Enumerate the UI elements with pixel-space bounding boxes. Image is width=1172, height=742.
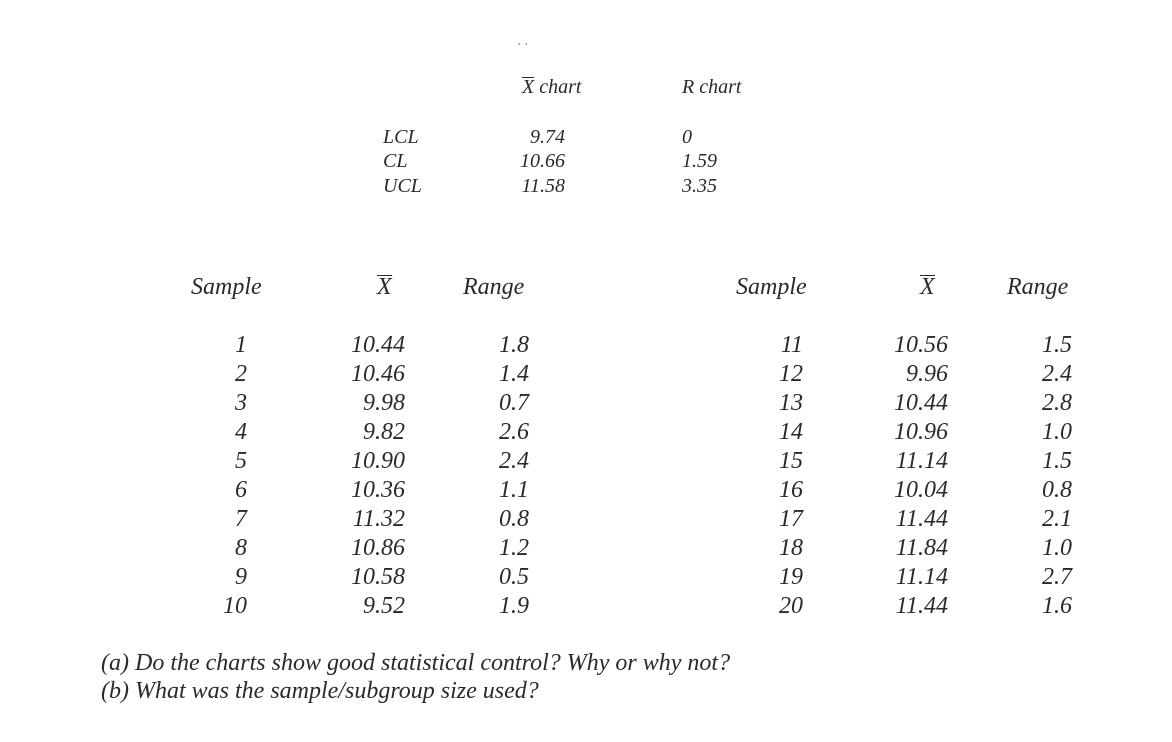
xbar-value-cell: 11.84: [895, 535, 948, 561]
range-value-cell: 1.0: [1042, 419, 1072, 445]
sample-number-cell: 4: [235, 419, 247, 445]
range-value-cell: 2.4: [1042, 361, 1072, 387]
xbar-ucl-value: 11.58: [521, 175, 565, 197]
xbar-value-cell: 10.90: [351, 448, 405, 474]
xbar-value-cell: 11.14: [895, 448, 948, 474]
sample-number-cell: 13: [779, 390, 803, 416]
xbar-value-cell: 10.96: [894, 419, 948, 445]
sample-number-cell: 20: [779, 593, 803, 619]
xbar-value-cell: 10.58: [351, 564, 405, 590]
xbar-value-cell: 11.32: [352, 506, 405, 532]
xbar-overline-symbol: X: [522, 76, 535, 98]
header-range-right: Range: [1007, 274, 1069, 300]
xbar-value-cell: 9.52: [363, 593, 405, 619]
xbar-value-cell: 10.04: [894, 477, 948, 503]
r-ucl-value: 3.35: [682, 175, 717, 197]
range-value-cell: 1.4: [499, 361, 529, 387]
r-chart-header: R chart: [682, 76, 742, 98]
sample-number-cell: 11: [780, 332, 803, 358]
range-value-cell: 1.5: [1042, 332, 1072, 358]
range-value-cell: 0.8: [1042, 477, 1072, 503]
range-value-cell: 1.2: [499, 535, 529, 561]
xbar-value-cell: 9.96: [906, 361, 948, 387]
question-b: (b) What was the sample/subgroup size used?: [101, 678, 539, 704]
r-lcl-value: 0: [682, 126, 692, 148]
xbar-value-cell: 10.44: [894, 390, 948, 416]
xbar-chart-header: X chart: [522, 76, 582, 98]
sample-number-cell: 17: [779, 506, 803, 532]
header-sample-right: Sample: [736, 274, 807, 300]
range-value-cell: 0.7: [499, 390, 529, 416]
xbar-value-cell: 10.36: [351, 477, 405, 503]
sample-number-cell: 15: [779, 448, 803, 474]
sample-number-cell: 10: [223, 593, 247, 619]
xbar-value-cell: 10.86: [351, 535, 405, 561]
limit-label-cl: CL: [383, 150, 408, 172]
xbar-value-cell: 11.14: [895, 564, 948, 590]
limit-label-lcl: LCL: [383, 126, 419, 148]
sample-number-cell: 3: [235, 390, 247, 416]
sample-number-cell: 16: [779, 477, 803, 503]
range-value-cell: 1.1: [499, 477, 529, 503]
sample-number-cell: 9: [235, 564, 247, 590]
range-value-cell: 1.8: [499, 332, 529, 358]
range-value-cell: 1.9: [499, 593, 529, 619]
header-xbar-left: [377, 274, 392, 301]
header-range-left: Range: [463, 274, 525, 300]
range-value-cell: 1.0: [1042, 535, 1072, 561]
sample-number-cell: 14: [779, 419, 803, 445]
xbar-cl-value: 10.66: [520, 150, 565, 172]
xbar-value-cell: 10.44: [351, 332, 405, 358]
range-value-cell: 2.4: [499, 448, 529, 474]
range-value-cell: 1.5: [1042, 448, 1072, 474]
r-cl-value: 1.59: [682, 150, 717, 172]
xbar-value-cell: 10.56: [894, 332, 948, 358]
sample-number-cell: 19: [779, 564, 803, 590]
xbar-symbol: X: [377, 274, 392, 300]
range-value-cell: 1.6: [1042, 593, 1072, 619]
sample-number-cell: 6: [235, 477, 247, 503]
sample-number-cell: 18: [779, 535, 803, 561]
sample-number-cell: 1: [235, 332, 247, 358]
range-value-cell: 2.6: [499, 419, 529, 445]
range-value-cell: 2.1: [1042, 506, 1072, 532]
xbar-value-cell: 9.82: [363, 419, 405, 445]
stray-dots: . .: [518, 34, 529, 49]
limit-label-ucl: UCL: [383, 175, 422, 197]
sample-number-cell: 2: [235, 361, 247, 387]
range-value-cell: 0.5: [499, 564, 529, 590]
sample-number-cell: 5: [235, 448, 247, 474]
sample-number-cell: 7: [235, 506, 247, 532]
header-xbar-right: [920, 274, 935, 301]
sample-number-cell: 12: [779, 361, 803, 387]
question-a: (a) Do the charts show good statistical control? Why or why not?: [101, 650, 731, 676]
xbar-value-cell: 11.44: [895, 593, 948, 619]
range-value-cell: 0.8: [499, 506, 529, 532]
xbar-value-cell: 11.44: [895, 506, 948, 532]
xbar-symbol: X: [920, 274, 935, 300]
xbar-lcl-value: 9.74: [530, 126, 565, 148]
range-value-cell: 2.8: [1042, 390, 1072, 416]
xbar-value-cell: 9.98: [363, 390, 405, 416]
sample-number-cell: 8: [235, 535, 247, 561]
range-value-cell: 2.7: [1042, 564, 1072, 590]
xbar-value-cell: 10.46: [351, 361, 405, 387]
header-sample-left: Sample: [191, 274, 262, 300]
